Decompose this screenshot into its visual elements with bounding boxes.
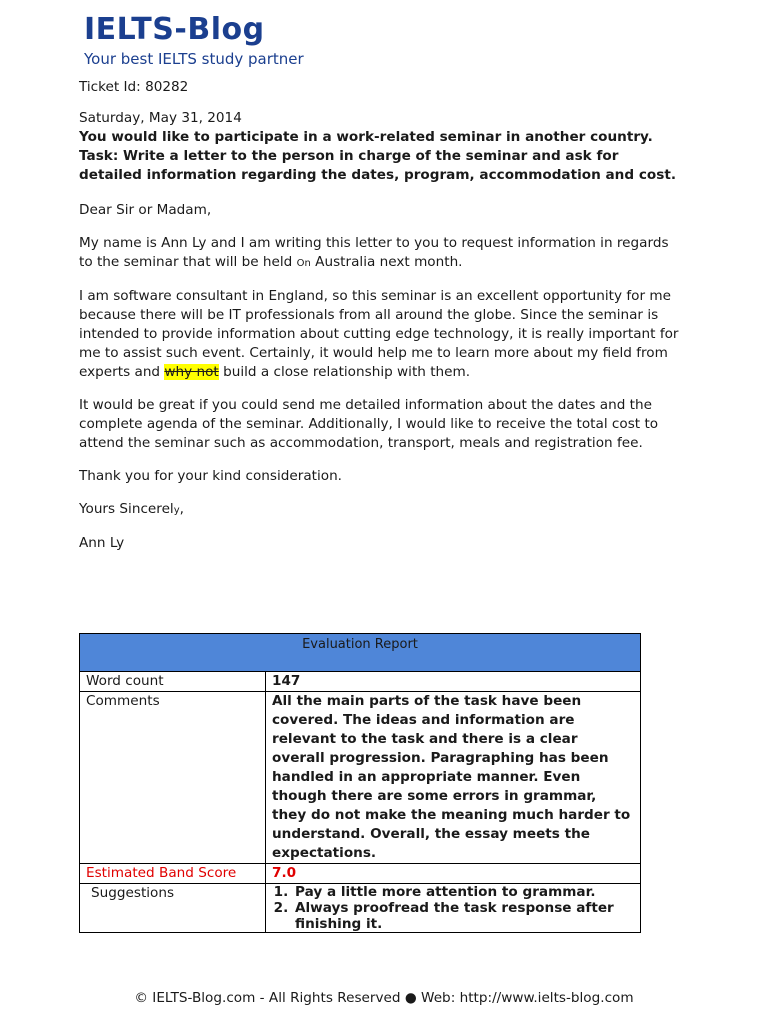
suggestions-label: Suggestions xyxy=(80,884,266,933)
letter-paragraph-1 xyxy=(79,234,679,273)
closing-text-b: , xyxy=(179,501,184,517)
p1-small-text: On xyxy=(296,258,311,269)
word-count-label: Word count xyxy=(80,672,266,692)
p1-text-a: My name is Ann Ly and I am writing this letter to you to request information in regards to the seminar that will be held xyxy=(79,235,669,270)
p2-text-a: I am software consultant in England, so this seminar is an excellent opportunity for me because there will be IT professionals from all around the globe. Since the seminar is intended to provide information about cutting edge technology, it is really important for me to assist such event. Certainly, it would help me to learn more about my field from experts and xyxy=(79,288,679,380)
letter-closing xyxy=(79,500,679,520)
band-score-row xyxy=(80,864,641,884)
comments-row xyxy=(80,692,641,864)
band-score-value: 7.0 xyxy=(266,864,641,884)
letter-greeting: Dear Sir or Madam, xyxy=(79,202,212,218)
suggestion-item: 1. Pay a little more attention to grammar. xyxy=(293,884,634,900)
band-score-label: Estimated Band Score xyxy=(80,864,266,884)
comments-label: Comments xyxy=(80,692,266,864)
comments-value: All the main parts of the task have been covered. The ideas and information are relevant to the task and there is a clear overall progression. Paragraphing has been handled in an appropriate manner. Even though there are some errors in grammar, they do not make the meaning much harder to understand. Overall, the essay meets the expectations. xyxy=(266,692,641,864)
brand-logo xyxy=(84,12,304,68)
suggestions-list xyxy=(272,884,634,932)
letter-signature: Ann Ly xyxy=(79,535,125,551)
report-heading: Evaluation Report xyxy=(80,634,641,672)
letter-document xyxy=(79,78,679,553)
suggestions-value xyxy=(266,884,641,933)
brand-tagline: Your best IELTS study partner xyxy=(84,50,304,68)
p1-text-b: Australia next month. xyxy=(310,254,463,270)
ticket-id: Ticket Id: 80282 xyxy=(79,79,189,95)
letter-paragraph-3: It would be great if you could send me detailed information about the dates and the complete agenda of the seminar. Additionally, I would like to receive the total cost to attend the seminar such as accommodation, transport, meals and registration fee. xyxy=(79,397,659,451)
report-header-row xyxy=(80,634,641,672)
task-description xyxy=(79,128,679,185)
letter-paragraph-2 xyxy=(79,287,679,382)
brand-title: IELTS-Blog xyxy=(84,12,265,47)
word-count-value: 147 xyxy=(266,672,641,692)
evaluation-report-table xyxy=(79,633,641,933)
task-line-2: Task: Write a letter to the person in charge of the seminar and ask for detailed information regarding the dates, program, accommodation and cost. xyxy=(79,148,676,183)
letter-paragraph-4: Thank you for your kind consideration. xyxy=(79,468,343,484)
p2-text-b: build a close relationship with them. xyxy=(218,364,471,380)
suggestion-item: 2. Always proofread the task response after finishing it. xyxy=(293,900,634,932)
closing-small-text: y xyxy=(173,505,180,516)
page-footer: © IELTS-Blog.com - All Rights Reserved ● Web: http://www.ielts-blog.com xyxy=(134,990,634,1006)
suggestions-row xyxy=(80,884,641,933)
closing-text-a: Yours Sincerel xyxy=(79,501,174,517)
task-line-1: You would like to participate in a work-related seminar in another country. xyxy=(79,129,653,145)
word-count-row xyxy=(80,672,641,692)
highlighted-correction: why not xyxy=(164,364,219,380)
letter-date: Saturday, May 31, 2014 xyxy=(79,110,242,126)
